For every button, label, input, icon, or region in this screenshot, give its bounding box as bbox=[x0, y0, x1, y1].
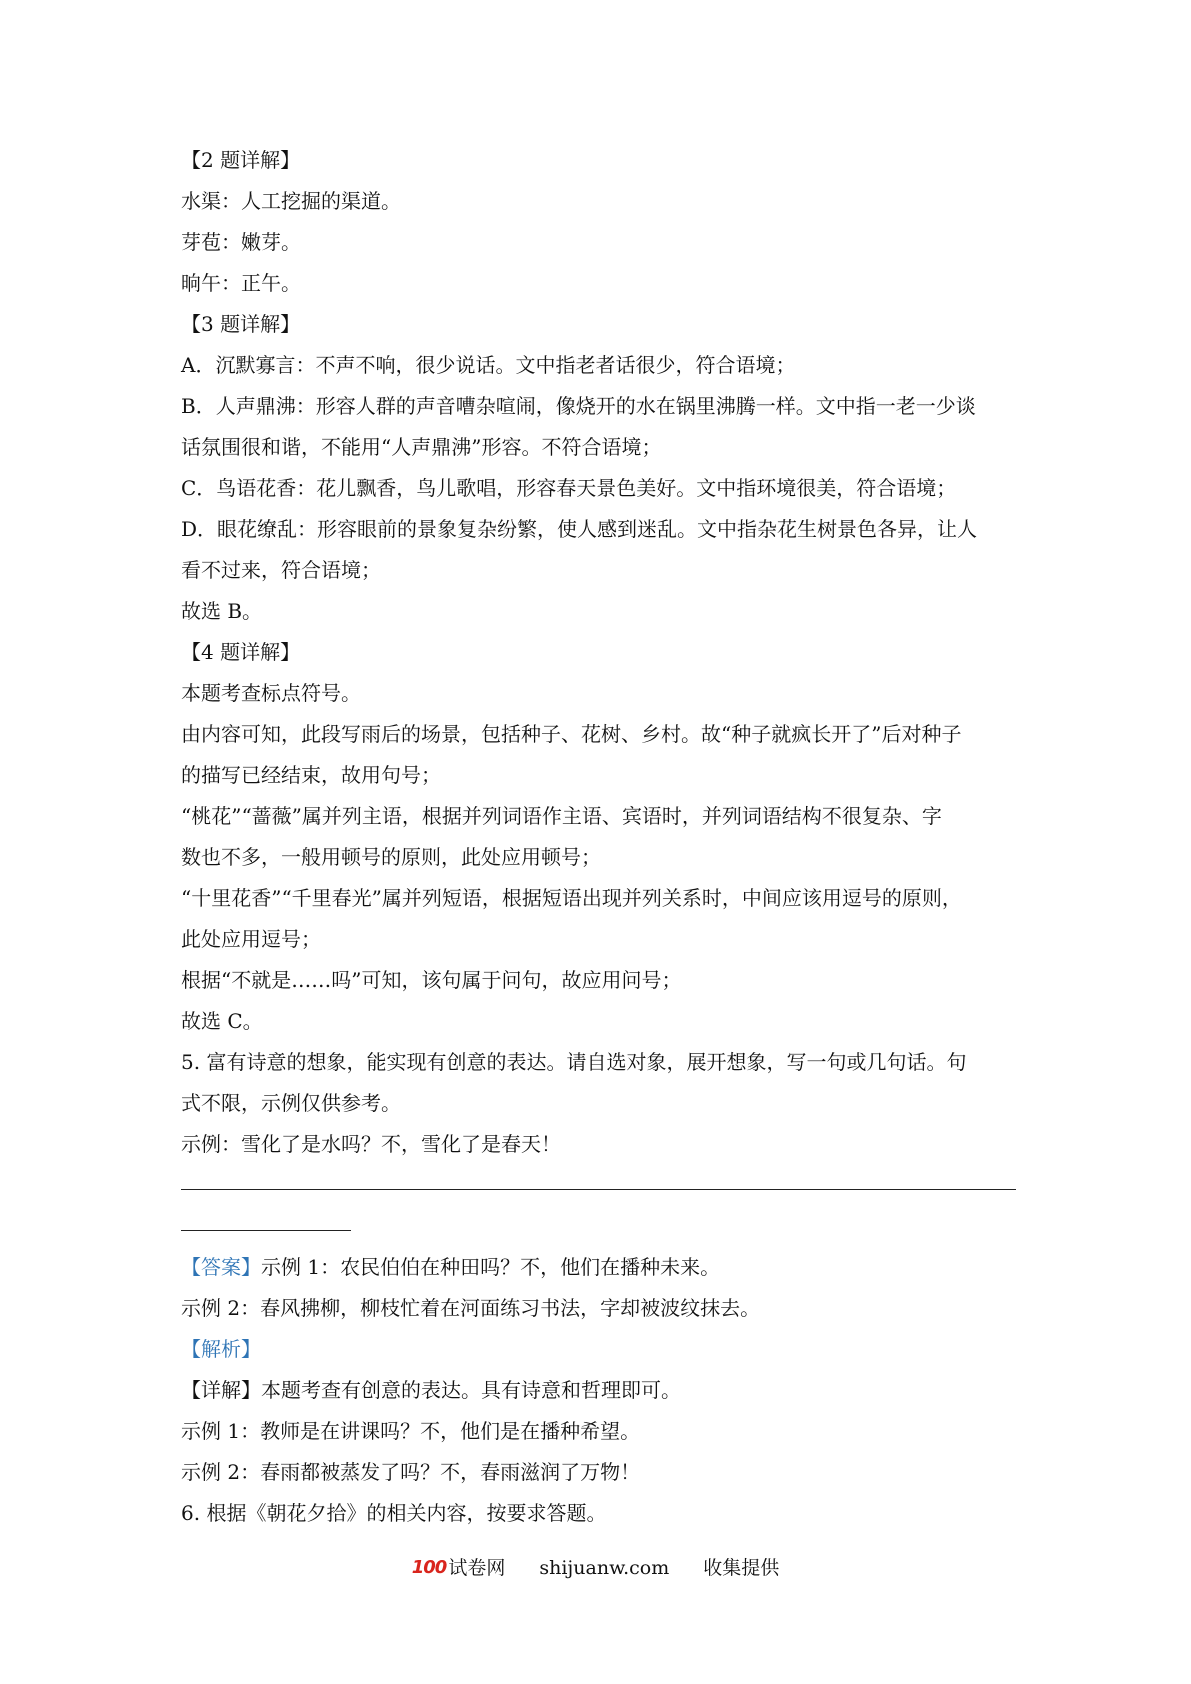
answer-line bbox=[181, 1247, 1021, 1288]
page-footer bbox=[0, 1552, 1191, 1583]
site-name: 试卷网 bbox=[448, 1557, 506, 1579]
section-heading-q2: 【2 题详解】 bbox=[181, 148, 301, 172]
answer-choice: 故选 C。 bbox=[181, 1009, 263, 1033]
section-heading-q4: 【4 题详解】 bbox=[181, 640, 301, 664]
paragraph: 根据“不就是……吗”可知，该句属于问句，故应用问号； bbox=[181, 968, 682, 992]
option-d-continued: 看不过来，符合语境； bbox=[181, 558, 381, 582]
answer-choice: 故选 B。 bbox=[181, 599, 263, 623]
question-6: 6. 根据《朝花夕拾》的相关内容，按要求答题。 bbox=[181, 1501, 607, 1525]
paragraph: 本题考查标点符号。 bbox=[181, 681, 361, 705]
detail-line: 【详解】本题考查有创意的表达。具有诗意和哲理即可。 bbox=[181, 1378, 681, 1402]
paragraph: “桃花”“蔷薇”属并列主语，根据并列词语作主语、宾语时，并列词语结构不很复杂、字 bbox=[181, 804, 942, 828]
option-d: D．眼花缭乱：形容眼前的景象复杂纷繁，使人感到迷乱。文中指杂花生树景色各异，让人 bbox=[181, 517, 978, 541]
paragraph: 晌午：正午。 bbox=[181, 271, 301, 295]
question-5-example: 示例：雪化了是水吗？不，雪化了是春天！ bbox=[181, 1132, 561, 1156]
option-a: A．沉默寡言：不声不响，很少说话。文中指老者话很少，符合语境； bbox=[181, 353, 796, 377]
site-domain: shijuanw.com bbox=[539, 1557, 670, 1579]
blank-rule bbox=[181, 1230, 351, 1231]
paragraph: 示例 2：春雨都被蒸发了吗？不，春雨滋润了万物！ bbox=[181, 1460, 641, 1484]
answer-blank-line bbox=[181, 1165, 1021, 1206]
paragraph: 数也不多，一般用顿号的原则，此处应用顿号； bbox=[181, 845, 601, 869]
paragraph: 芽苞：嫩芽。 bbox=[181, 230, 301, 254]
blank-rule bbox=[181, 1189, 1016, 1190]
document-body bbox=[181, 140, 1021, 1534]
paragraph: “十里花香”“千里春光”属并列短语，根据短语出现并列关系时，中间应该用逗号的原则， bbox=[181, 886, 962, 910]
answer-text: 示例 1：农民伯伯在种田吗？不，他们在播种未来。 bbox=[261, 1255, 721, 1279]
analysis-tag: 【解析】 bbox=[181, 1337, 261, 1361]
paragraph: 水渠：人工挖掘的渠道。 bbox=[181, 189, 401, 213]
question-5-continued: 式不限，示例仅供参考。 bbox=[181, 1091, 401, 1115]
answer-blank-line bbox=[181, 1206, 1021, 1247]
paragraph: 示例 1：教师是在讲课吗？不，他们是在播种希望。 bbox=[181, 1419, 641, 1443]
option-c: C．鸟语花香：花儿飘香，鸟儿歌唱，形容春天景色美好。文中指环境很美，符合语境； bbox=[181, 476, 957, 500]
footer-note: 收集提供 bbox=[703, 1557, 780, 1579]
site-logo: 100 bbox=[411, 1557, 447, 1578]
option-b-continued: 话氛围很和谐，不能用“人声鼎沸”形容。不符合语境； bbox=[181, 435, 662, 459]
section-heading-q3: 【3 题详解】 bbox=[181, 312, 301, 336]
paragraph: 的描写已经结束，故用句号； bbox=[181, 763, 441, 787]
paragraph: 此处应用逗号； bbox=[181, 927, 321, 951]
paragraph: 由内容可知，此段写雨后的场景，包括种子、花树、乡村。故“种子就疯长开了”后对种子 bbox=[181, 722, 962, 746]
paragraph: 示例 2：春风拂柳，柳枝忙着在河面练习书法，字却被波纹抹去。 bbox=[181, 1296, 761, 1320]
question-5: 5. 富有诗意的想象，能实现有创意的表达。请自选对象，展开想象，写一句或几句话。句 bbox=[181, 1050, 967, 1074]
answer-tag: 【答案】 bbox=[181, 1255, 261, 1279]
option-b: B．人声鼎沸：形容人群的声音嘈杂喧闹，像烧开的水在锅里沸腾一样。文中指一老一少谈 bbox=[181, 394, 976, 418]
